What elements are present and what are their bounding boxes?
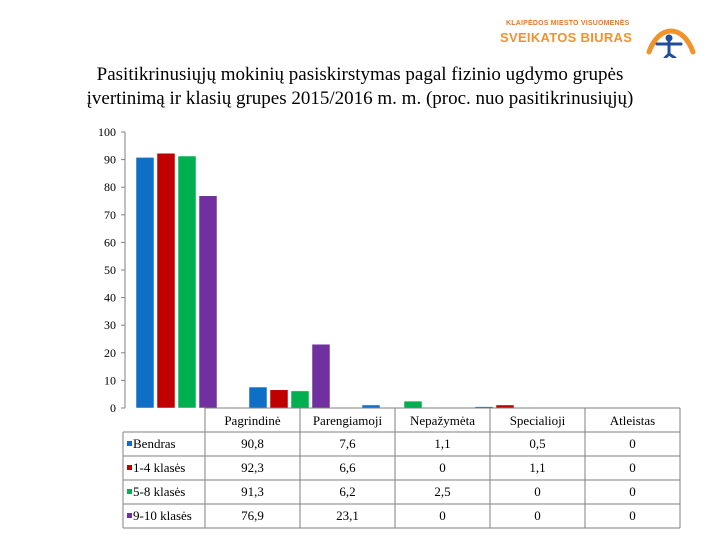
bar	[249, 387, 267, 408]
y-tick-label: 90	[104, 152, 116, 167]
chart-title-line-1: Pasitikrinusiųjų mokinių pasiskirstymas pagal fizinio ugdymo grupės	[96, 64, 624, 85]
chart-title-line-2: įvertinimą ir klasių grupes 2015/2016 m. m. (proc. nuo pasitikrinusiųjų)	[86, 88, 634, 109]
y-tick-label: 70	[104, 207, 116, 222]
legend-key	[127, 441, 132, 446]
bar	[404, 401, 422, 408]
data-value: 0	[439, 508, 446, 523]
legend-label: 1-4 klasės	[133, 460, 186, 475]
y-tick-label: 30	[104, 318, 116, 333]
legend-key	[127, 465, 132, 470]
data-value: 0	[629, 436, 636, 451]
bar	[312, 344, 330, 408]
bar	[178, 156, 196, 408]
bar	[136, 157, 154, 408]
legend-label: 5-8 klasės	[133, 484, 186, 499]
y-tick-label: 20	[104, 345, 116, 360]
data-value: 0	[629, 508, 636, 523]
data-value: 6,6	[339, 460, 356, 475]
y-tick-label: 40	[104, 290, 116, 305]
category-label: Parengiamoji	[312, 413, 383, 428]
data-value: 1,1	[529, 460, 546, 475]
data-value: 76,9	[241, 508, 264, 523]
data-value: 1,1	[434, 436, 451, 451]
y-tick-label: 80	[104, 180, 116, 195]
data-value: 0,5	[529, 436, 546, 451]
category-label: Pagrindinė	[224, 413, 281, 428]
bar	[157, 153, 175, 408]
data-value: 0	[629, 460, 636, 475]
data-value: 90,8	[241, 436, 264, 451]
data-value: 0	[534, 508, 541, 523]
y-tick-label: 100	[98, 125, 116, 139]
data-value: 7,6	[339, 436, 356, 451]
category-label: Specialioji	[509, 413, 566, 428]
legend-label: 9-10 klasės	[133, 508, 192, 523]
legend-label: Bendras	[133, 436, 176, 451]
bar	[199, 196, 217, 408]
y-tick-label: 60	[104, 235, 116, 250]
data-value: 0	[629, 484, 636, 499]
legend-key	[127, 489, 132, 494]
legend-key	[127, 513, 132, 518]
logo-line-2: SVEIKATOS BIURAS	[500, 30, 633, 45]
category-label: Atleistas	[609, 413, 656, 428]
data-value: 6,2	[339, 484, 356, 499]
bar	[270, 390, 288, 408]
logo-line-1: KLAIPĖDOS MIESTO VISUOMENĖS	[506, 20, 630, 27]
data-value: 92,3	[241, 460, 264, 475]
data-value: 0	[534, 484, 541, 499]
y-tick-label: 0	[110, 401, 116, 415]
data-value: 2,5	[434, 484, 451, 499]
bar	[291, 391, 309, 408]
y-tick-label: 10	[104, 373, 116, 388]
category-label: Nepažymėta	[410, 413, 475, 428]
y-tick-label: 50	[104, 263, 116, 277]
data-value: 23,1	[336, 508, 359, 523]
data-value: 0	[439, 460, 446, 475]
data-value: 91,3	[241, 484, 264, 499]
